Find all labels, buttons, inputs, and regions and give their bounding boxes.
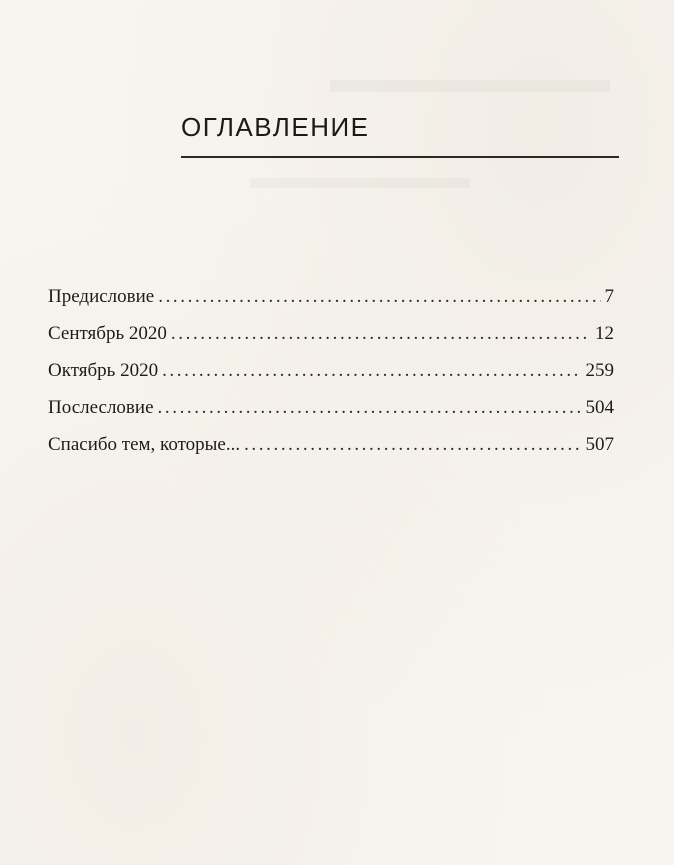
toc-leader-dots	[162, 360, 581, 382]
table-of-contents	[48, 286, 614, 471]
toc-entry-page: 7	[604, 286, 614, 307]
bleed-through-texture	[330, 80, 610, 92]
heading-rule	[181, 156, 619, 158]
toc-entry[interactable]	[48, 360, 614, 397]
toc-entry-page: 259	[585, 360, 614, 381]
toc-leader-dots	[158, 286, 600, 308]
toc-entry[interactable]	[48, 397, 614, 434]
toc-entry-title: Предисловие	[48, 286, 155, 307]
toc-entry-title: Октябрь 2020	[48, 360, 159, 381]
toc-entry-page: 507	[585, 434, 614, 455]
bleed-through-texture	[250, 178, 470, 188]
toc-entry-title: Спасибо тем, которые...	[48, 434, 241, 455]
toc-heading: ОГЛАВЛЕНИЕ	[181, 112, 370, 142]
toc-entry-title: Сентябрь 2020	[48, 323, 167, 344]
toc-leader-dots	[244, 434, 581, 456]
toc-entry-title: Послесловие	[48, 397, 154, 418]
toc-entry[interactable]	[48, 434, 614, 471]
toc-entry-page: 12	[595, 323, 614, 344]
toc-leader-dots	[171, 323, 591, 345]
toc-entry-page: 504	[585, 397, 614, 418]
toc-entry[interactable]	[48, 323, 614, 360]
toc-entry[interactable]	[48, 286, 614, 323]
toc-leader-dots	[158, 397, 582, 419]
